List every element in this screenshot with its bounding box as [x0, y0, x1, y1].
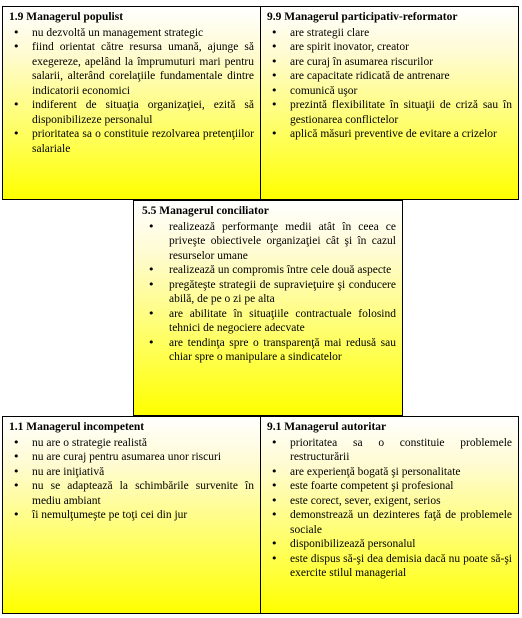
trait-list	[267, 26, 512, 142]
box-title: 1.9 Managerul populist	[9, 11, 124, 23]
list-item: • fiind orientat către resursa umană, ajunge să exegereze, apelând la împrumuturi mari pentru salarii, alterând corelaţiile fundamentale dintre indicatorii economici	[9, 40, 254, 98]
list-item: • comunică uşor	[267, 84, 512, 99]
trait-list	[142, 220, 396, 365]
list-item: • are curaj în asumarea riscurilor	[267, 55, 512, 70]
box-authoritarian-manager	[260, 416, 519, 614]
list-item: • are spirit inovator, creator	[267, 40, 512, 55]
box-populist-manager	[2, 6, 261, 200]
list-item: • prezintă flexibilitate în situaţii de criză sau în gestionarea conflictelor	[267, 98, 512, 127]
list-item: • disponibilizează personalul	[267, 537, 512, 552]
box-title: 9.9 Managerul participativ-reformator	[267, 11, 458, 23]
list-item: • prioritatea sa o constituie rezolvarea pretenţiilor salariale	[9, 127, 254, 156]
trait-list	[9, 436, 254, 523]
list-item: • are tendinţa spre o transparenţă mai redusă sau chiar spre o manipulare a sindicatelor	[142, 336, 396, 365]
list-item: • demonstrează un dezinteres faţă de problemele sociale	[267, 508, 512, 537]
trait-list	[267, 436, 512, 581]
list-item: • are strategii clare	[267, 26, 512, 41]
box-title: 5.5 Managerul conciliator	[142, 205, 269, 217]
list-item: • este foarte competent şi profesional	[267, 479, 512, 494]
trait-list	[9, 26, 254, 157]
box-title: 1.1 Managerul incompetent	[9, 421, 145, 433]
list-item: • aplică măsuri preventive de evitare a crizelor	[267, 127, 512, 142]
list-item: • indiferent de situaţia organizaţiei, ezită să disponibilizeze personalul	[9, 98, 254, 127]
list-item: • prioritatea sa o constituie problemele restructurării	[267, 436, 512, 465]
list-item: • este corect, sever, exigent, serios	[267, 494, 512, 509]
list-item: • realizează un compromis între cele două aspecte	[142, 263, 396, 278]
box-conciliator-manager	[133, 200, 403, 416]
box-title: 9.1 Managerul autoritar	[267, 421, 387, 433]
box-incompetent-manager	[2, 416, 261, 614]
list-item: • pregăteşte strategii de supravieţuire şi conducere abilă, de pe o zi pe alta	[142, 278, 396, 307]
list-item: • nu are iniţiativă	[9, 465, 254, 480]
list-item: • are capacitate ridicată de antrenare	[267, 69, 512, 84]
list-item: • îi nemulţumeşte pe toţi cei din jur	[9, 508, 254, 523]
list-item: • nu dezvoltă un management strategic	[9, 26, 254, 41]
list-item: • realizează performanţe medii atât în ceea ce priveşte obiectivele organizaţiei cât şi în cazul resurselor umane	[142, 220, 396, 264]
list-item: • are experienţă bogată şi personalitate	[267, 465, 512, 480]
list-item: • nu se adaptează la schimbările survenite în mediu ambiant	[9, 479, 254, 508]
list-item: • nu are curaj pentru asumarea unor riscuri	[9, 450, 254, 465]
box-participative-reformer-manager	[260, 6, 519, 200]
list-item: • nu are o strategie realistă	[9, 436, 254, 451]
list-item: • are abilitate în situaţiile contractuale folosind tehnici de negociere adecvate	[142, 307, 396, 336]
list-item: • este dispus să-şi dea demisia dacă nu poate să-şi exercite stilul managerial	[267, 552, 512, 581]
